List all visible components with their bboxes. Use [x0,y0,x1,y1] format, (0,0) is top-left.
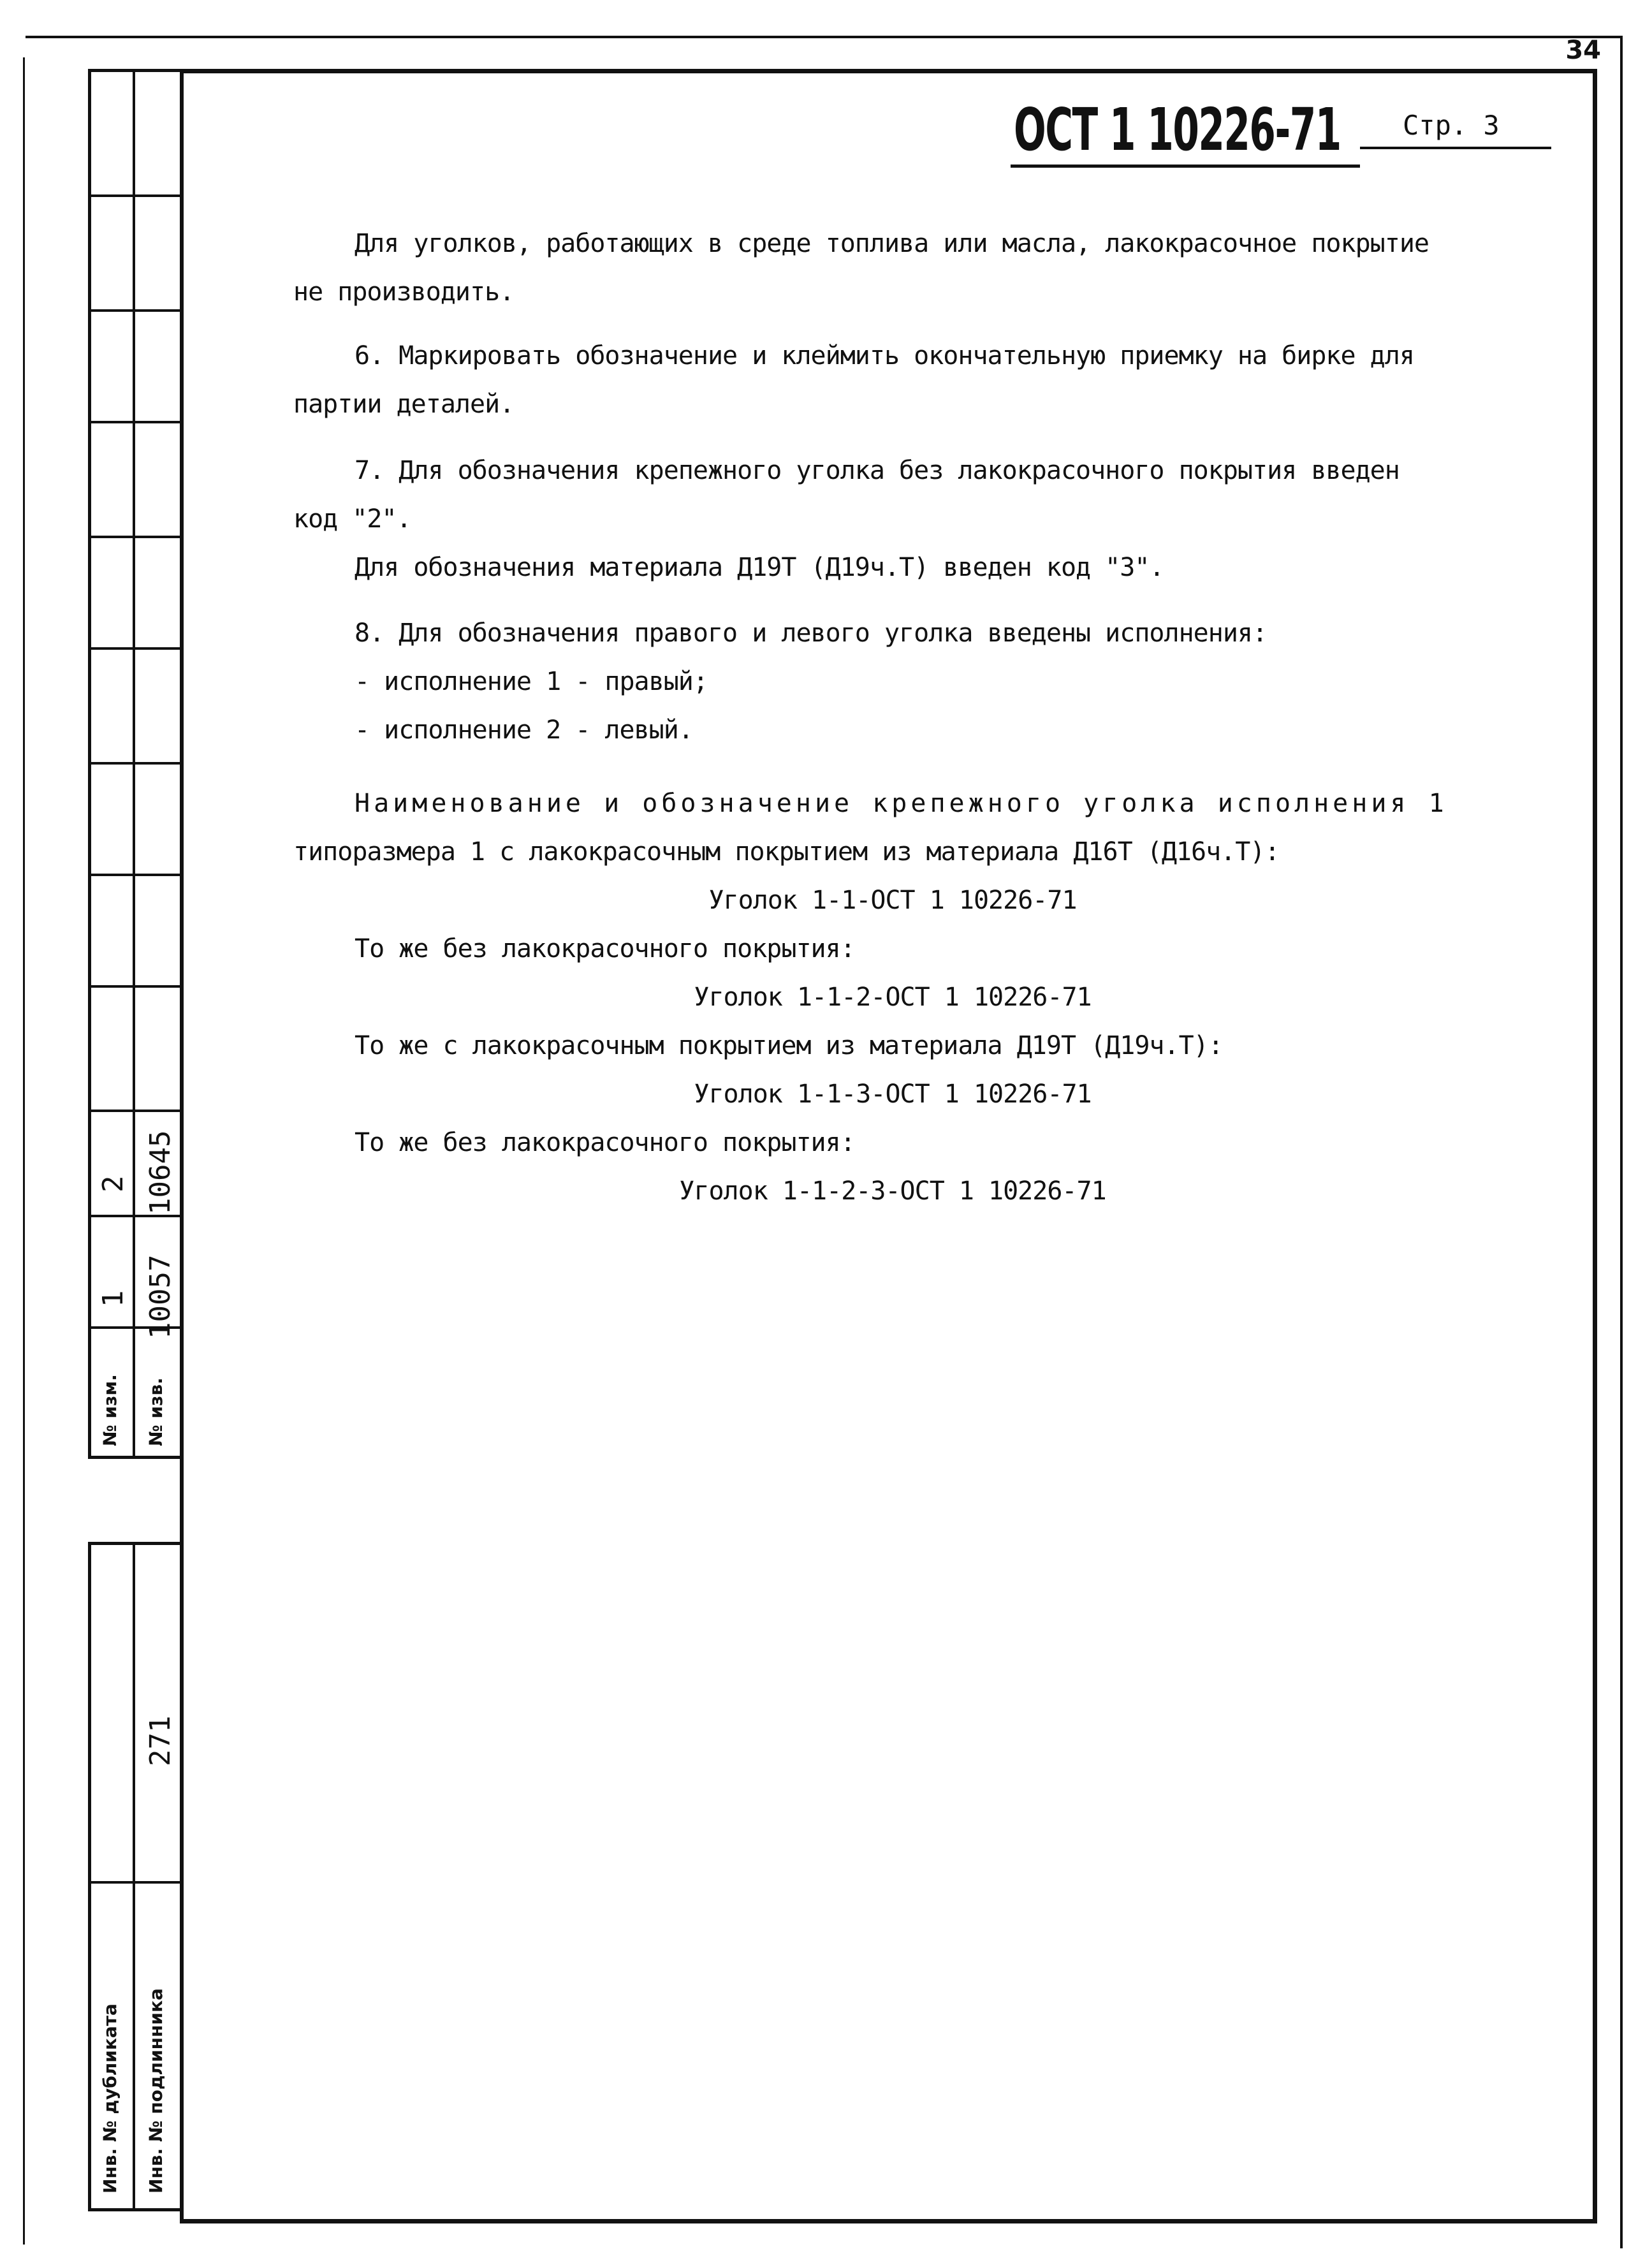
margin-cell-line [88,309,180,312]
margin-cell-line [88,1110,180,1112]
paragraph-line: Для уголков, работающих в среде топлива или масла, лакокрасочное покрытие [355,229,1429,258]
paragraph-line: 8. Для обозначения правого и левого уголка введены исполнения: [355,619,1268,648]
margin-cell-line [88,1215,180,1217]
document-body [293,219,1492,316]
notice-number-label: № изв. [145,1377,166,1446]
designation-line: Уголок 1-1-3-ОСТ 1 10226-71 [694,1080,1092,1109]
page-label: Стр. 3 [1403,110,1500,141]
original-inventory-label: Инв. № подлинника [145,1988,166,2194]
document-body [293,332,1492,428]
change-number-value: 2 [97,1175,129,1192]
margin-cell-line [88,985,180,988]
margin-cell-line [88,194,180,197]
original-inventory-value: 271 [144,1715,177,1766]
change-number-label: № изм. [99,1374,121,1446]
document-body [293,779,1492,1215]
paragraph-line: То же с лакокрасочным покрытием из материала Д19Т (Д19ч.Т): [355,1031,1223,1060]
paragraph-line: - исполнение 2 - левый. [355,715,693,745]
designation-line: Уголок 1-1-ОСТ 1 10226-71 [708,886,1077,915]
paragraph-line: 7. Для обозначения крепежного уголка без лакокрасочного покрытия введен [355,456,1400,485]
change-number-value: 1 [97,1290,129,1307]
standard-code: ОСТ 1 10226-71 [1014,96,1341,164]
margin-cell-line [88,647,180,650]
top-outer-border [26,36,1623,38]
designation-line: Уголок 1-1-2-3-ОСТ 1 10226-71 [679,1176,1106,1206]
paragraph-line: типоразмера 1 с лакокрасочным покрытием из материала Д16Т (Д16ч.Т): [293,837,1280,867]
margin-cell-line [88,762,180,765]
paragraph-line: партии деталей. [293,390,515,419]
right-outer-border [1620,36,1623,2248]
paragraph-line: То же без лакокрасочного покрытия: [355,934,855,963]
paragraph-line: То же без лакокрасочного покрытия: [355,1128,855,1157]
document-body [293,609,1492,754]
paragraph-line: не производить. [293,277,515,307]
notice-number-value: 10645 [144,1130,177,1215]
margin-cell-line [88,536,180,538]
margin-cell-line [88,874,180,876]
notice-number-value: 10057 [144,1254,177,1339]
page-label-underline [1360,147,1551,149]
paragraph-line: Наименование и обозначение крепежного уголка исполнения 1 [355,789,1448,818]
document-body [293,446,1492,592]
margin-cell-line [88,1881,180,1884]
left-outer-border [23,57,25,2245]
designation-line: Уголок 1-1-2-ОСТ 1 10226-71 [694,983,1092,1012]
paragraph-line: 6. Маркировать обозначение и клеймить окончательную приемку на бирке для [355,341,1414,370]
duplicate-inventory-label: Инв. № дубликата [99,2003,121,2194]
paragraph-line: - исполнение 1 - правый; [355,667,708,696]
margin-strip-lower-divider [133,1542,135,2211]
margin-cell-line [88,421,180,423]
standard-code-underline [1011,165,1360,168]
sheet-number: 34 [1565,36,1601,65]
paragraph-line: код "2". [293,504,411,534]
paragraph-line: Для обозначения материала Д19Т (Д19ч.Т) введен код "3". [355,553,1164,582]
